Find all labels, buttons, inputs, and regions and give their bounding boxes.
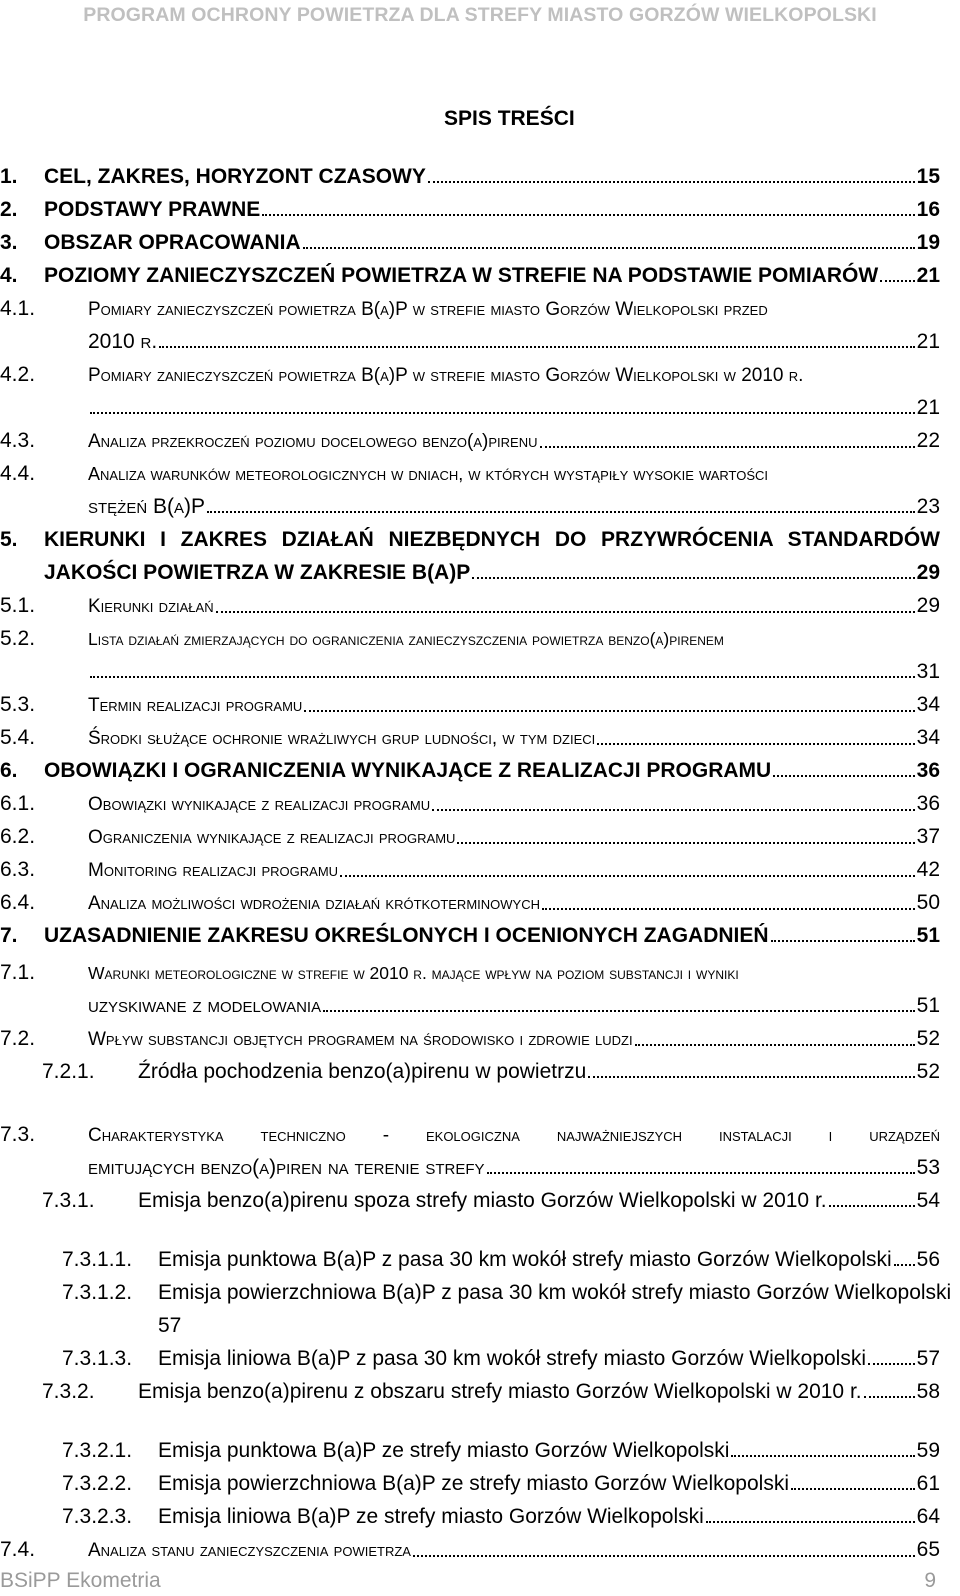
dot-leader <box>472 577 914 579</box>
toc-title: SPIS TREŚCI <box>444 107 575 130</box>
toc-entry-title: Emisja benzo(a)pirenu spoza strefy miasto Gorzów Wielkopolski w 2010 r. <box>138 1189 827 1212</box>
toc-entry-page: 59 <box>916 1439 940 1462</box>
toc-entry-5-2-cont[interactable] <box>88 659 940 685</box>
toc-entry-title: Analiza możliwości wdrożenia działań krótkoterminowych <box>88 893 540 914</box>
toc-entry-number: 7.3.2.3. <box>62 1505 133 1528</box>
toc-entry-page: 29 <box>916 594 940 617</box>
dot-leader <box>413 1555 915 1557</box>
toc-entry-title: Lista działań zmierzających do ograniczenia zanieczyszczenia powietrza benzo(a)pirenem <box>88 629 724 649</box>
toc-entry-number: 7.3.1.1. <box>62 1248 133 1271</box>
toc-entry-page: 56 <box>916 1248 940 1271</box>
toc-entry-title: Pomiary zanieczyszczeń powietrza B(a)P w strefie miasto Gorzów Wielkopolski w 2010 r. <box>88 365 804 386</box>
toc-entry-number: 7.3.2.2. <box>62 1472 133 1495</box>
footer-page-number: 9 <box>924 1569 936 1592</box>
toc-entry-number: 7.3.1. <box>42 1189 95 1212</box>
toc-entry-title: Analiza przekroczeń poziomu docelowego benzo(a)pirenu <box>88 431 538 452</box>
toc-entry-number: 4.4. <box>0 462 36 485</box>
toc-entry-5-4[interactable] <box>0 725 940 752</box>
toc-entry-7-1[interactable] <box>0 960 940 986</box>
toc-entry-number: 6.2. <box>0 825 36 848</box>
toc-entry-number: 5. <box>0 528 18 551</box>
dot-leader <box>771 940 915 942</box>
toc-entry-4-4[interactable] <box>0 461 940 487</box>
toc-entry-page: 21 <box>916 396 940 419</box>
dot-leader <box>207 511 915 513</box>
dot-leader <box>323 1010 915 1012</box>
toc-entry-page: 19 <box>916 231 940 254</box>
toc-entry-5-cont[interactable] <box>44 560 940 586</box>
dot-leader <box>894 1264 915 1266</box>
toc-entry-title: Emisja powierzchniowa B(a)P ze strefy miasto Gorzów Wielkopolski <box>158 1472 789 1495</box>
toc-entry-7-3-1-2-cont[interactable] <box>158 1313 940 1339</box>
dot-leader <box>159 346 914 348</box>
dot-leader <box>90 412 915 414</box>
toc-entry-7-2[interactable] <box>0 1026 940 1053</box>
dot-leader <box>773 775 914 777</box>
toc-entry-title-cont: emitujących benzo(a)piren na terenie strefy <box>88 1156 485 1179</box>
toc-entry-page: 31 <box>916 660 940 683</box>
toc-entry-number: 6.4. <box>0 891 36 914</box>
toc-entry-title: Charakterystyka techniczno - ekologiczna najważniejszych instalacji i urządzeń <box>88 1125 940 1146</box>
toc-entry-page: 53 <box>916 1156 940 1179</box>
toc-entry-6[interactable] <box>0 758 940 784</box>
footer-company: BSiPP Ekometria <box>0 1569 161 1592</box>
toc-entry-title: Obowiązki wynikające z realizacji programu <box>88 794 431 815</box>
toc-entry-7-3-2[interactable] <box>42 1379 940 1405</box>
dot-leader <box>706 1521 915 1523</box>
toc-entry-title: PODSTAWY PRAWNE <box>44 198 261 221</box>
toc-entry-3[interactable] <box>0 230 940 256</box>
toc-entry-6-1[interactable] <box>0 791 940 818</box>
toc-entry-number: 5.4. <box>0 726 36 749</box>
dot-leader <box>540 446 915 448</box>
toc-entry-5[interactable] <box>0 527 940 553</box>
dot-leader <box>542 908 915 910</box>
toc-entry-number: 6.1. <box>0 792 36 815</box>
dot-leader <box>457 842 914 844</box>
toc-entry-number: 1. <box>0 165 18 188</box>
dot-leader <box>90 676 915 678</box>
dot-leader <box>731 1455 914 1457</box>
dot-leader <box>262 214 914 216</box>
toc-entry-number: 5.2. <box>0 627 36 650</box>
toc-entry-title: Emisja punktowa B(a)P z pasa 30 km wokół strefy miasto Gorzów Wielkopolski <box>158 1248 892 1271</box>
toc-entry-title: Warunki meteorologiczne w strefie w 2010 r. mające wpływ na poziom substancji i wyniki <box>88 963 739 983</box>
toc-entry-number: 3. <box>0 231 18 254</box>
toc-entry-title: Emisja liniowa B(a)P ze strefy miasto Gorzów Wielkopolski <box>158 1505 704 1528</box>
toc-entry-title: Emisja benzo(a)pirenu z obszaru strefy miasto Gorzów Wielkopolski w 2010 r. <box>138 1380 862 1403</box>
toc-entry-6-2[interactable] <box>0 824 940 851</box>
dot-leader <box>428 181 915 183</box>
toc-entry-page: 36 <box>916 792 940 815</box>
toc-entry-5-2[interactable] <box>0 626 940 652</box>
toc-entry-5-3[interactable] <box>0 692 940 719</box>
toc-entry-title: OBOWIĄZKI I OGRANICZENIA WYNIKAJĄCE Z REALIZACJI PROGRAMU <box>44 759 772 782</box>
toc-entry-4-3[interactable] <box>0 428 940 455</box>
toc-entry-title: Analiza warunków meteorologicznych w dniach, w których wystąpiły wysokie wartości <box>88 464 769 484</box>
toc-entry-title: Środki służące ochronie wrażliwych grup ludności, w tym dzieci <box>88 728 596 749</box>
toc-entry-page: 36 <box>916 759 940 782</box>
toc-entry-7-3[interactable] <box>0 1122 940 1149</box>
toc-entry-page: 34 <box>916 693 940 716</box>
toc-entry-page: 21 <box>916 264 940 287</box>
toc-entry-page: 16 <box>916 198 940 221</box>
toc-entry-page: 34 <box>916 726 940 749</box>
toc-entry-7-3-2-3[interactable] <box>62 1504 940 1530</box>
toc-entry-number: 7.2.1. <box>42 1060 95 1083</box>
toc-entry-number: 7.3.1.2. <box>62 1281 133 1304</box>
toc-entry-4-1-cont[interactable] <box>88 329 940 355</box>
dot-leader <box>588 1076 914 1078</box>
toc-entry-page: 57 <box>916 1347 940 1370</box>
toc-entry-number: 7.3. <box>0 1123 36 1146</box>
toc-entry-title: Emisja punktowa B(a)P ze strefy miasto Gorzów Wielkopolski <box>158 1439 730 1462</box>
toc-entry-page: 57 <box>158 1314 182 1337</box>
toc-entry-7-3-1-1[interactable] <box>62 1247 940 1273</box>
toc-entry-6-3[interactable] <box>0 857 940 884</box>
dot-leader <box>303 247 915 249</box>
toc-entry-4-1[interactable] <box>0 296 940 323</box>
toc-entry-page: 65 <box>916 1538 940 1561</box>
toc-entry-title: Wpływ substancji objętych programem na środowisko i zdrowie ludzi <box>88 1029 633 1050</box>
toc-entry-4-2[interactable] <box>0 362 940 389</box>
toc-entry-page: 15 <box>916 165 940 188</box>
toc-entry-number: 7.2. <box>0 1027 36 1050</box>
toc-entry-page: 29 <box>916 561 940 584</box>
toc-entry-number: 7.3.2. <box>42 1380 95 1403</box>
toc-entry-title: Monitoring realizacji programu <box>88 860 339 881</box>
toc-entry-title: Źródła pochodzenia benzo(a)pirenu w powietrzu <box>138 1060 587 1083</box>
dot-leader <box>829 1205 915 1207</box>
toc-entry-2[interactable] <box>0 197 940 223</box>
toc-entry-page: 51 <box>916 994 940 1017</box>
toc-entry-1[interactable] <box>0 164 940 190</box>
toc-entry-number: 6.3. <box>0 858 36 881</box>
toc-entry-7-3-1[interactable] <box>42 1188 940 1214</box>
toc-entry-7[interactable] <box>0 923 940 949</box>
toc-entry-4[interactable] <box>0 263 940 289</box>
toc-entry-page: 37 <box>916 825 940 848</box>
dot-leader <box>216 611 915 613</box>
toc-entry-number: 4.3. <box>0 429 36 452</box>
toc-entry-4-2-cont[interactable] <box>88 395 940 421</box>
toc-entry-number: 7.3.2.1. <box>62 1439 133 1462</box>
toc-entry-title: OBSZAR OPRACOWANIA <box>44 231 301 254</box>
toc-entry-7-4[interactable] <box>0 1537 940 1564</box>
toc-entry-page: 64 <box>916 1505 940 1528</box>
toc-entry-page: 52 <box>916 1027 940 1050</box>
toc-entry-7-1-cont[interactable] <box>88 993 940 1019</box>
toc-entry-page: 54 <box>916 1189 940 1212</box>
toc-entry-title: Pomiary zanieczyszczeń powietrza B(a)P w strefie miasto Gorzów Wielkopolski przed <box>88 299 768 320</box>
toc-entry-title: Ograniczenia wynikające z realizacji programu <box>88 827 456 848</box>
toc-entry-7-3-2-2[interactable] <box>62 1471 940 1497</box>
dot-leader <box>635 1044 915 1046</box>
dot-leader <box>487 1172 915 1174</box>
toc-entry-title: Emisja liniowa B(a)P z pasa 30 km wokół strefy miasto Gorzów Wielkopolski <box>158 1347 867 1370</box>
toc-entry-7-3-1-3[interactable] <box>62 1346 940 1372</box>
toc-entry-number: 7.1. <box>0 961 36 984</box>
toc-entry-5-1[interactable] <box>0 593 940 620</box>
toc-entry-number: 7.3.1.3. <box>62 1347 133 1370</box>
toc-entry-number: 4. <box>0 264 18 287</box>
toc-entry-number: 4.1. <box>0 297 36 320</box>
toc-entry-page: 22 <box>916 429 940 452</box>
dot-leader <box>868 1363 915 1365</box>
dot-leader <box>791 1488 915 1490</box>
dot-leader <box>597 743 914 745</box>
toc-entry-7-2-1[interactable] <box>42 1059 940 1085</box>
toc-entry-title: KIERUNKI I ZAKRES DZIAŁAŃ NIEZBĘDNYCH DO PRZYWRÓCENIA STANDARDÓW <box>44 528 940 551</box>
toc-entry-number: 5.1. <box>0 594 36 617</box>
toc-entry-7-3-cont[interactable] <box>88 1155 940 1181</box>
toc-entry-title-cont: stężeń B(a)P <box>88 495 206 518</box>
toc-entry-page: 42 <box>916 858 940 881</box>
toc-entry-title-cont: JAKOŚCI POWIETRZA W ZAKRESIE B(A)P <box>44 561 471 584</box>
toc-entry-7-3-1-2[interactable] <box>62 1280 952 1306</box>
dot-leader <box>864 1396 915 1398</box>
toc-entry-7-3-2-1[interactable] <box>62 1438 940 1464</box>
toc-entry-number: 7. <box>0 924 18 947</box>
toc-entry-number: 4.2. <box>0 363 36 386</box>
toc-entry-title: Termin realizacji programu <box>88 695 303 716</box>
toc-entry-page: 52 <box>916 1060 940 1083</box>
toc-entry-title: CEL, ZAKRES, HORYZONT CZASOWY <box>44 165 426 188</box>
toc-entry-page: 50 <box>916 891 940 914</box>
toc-entry-title-cont: 2010 r. <box>88 330 158 353</box>
toc-entry-page: 23 <box>916 495 940 518</box>
toc-entry-page: 58 <box>916 1380 940 1403</box>
toc-entry-number: 7.4. <box>0 1538 36 1561</box>
dot-leader <box>304 710 914 712</box>
toc-entry-6-4[interactable] <box>0 890 940 917</box>
dot-leader <box>432 809 914 811</box>
toc-entry-number: 5.3. <box>0 693 36 716</box>
toc-entry-title: Analiza stanu zanieczyszczenia powietrza <box>88 1540 411 1561</box>
toc-entry-title: UZASADNIENIE ZAKRESU OKREŚLONYCH I OCENIONYCH ZAGADNIEŃ <box>44 924 769 947</box>
toc-entry-title: Emisja powierzchniowa B(a)P z pasa 30 km wokół strefy miasto Gorzów Wielkopolski <box>158 1281 952 1304</box>
toc-entry-title: POZIOMY ZANIECZYSZCZEŃ POWIETRZA W STREFIE NA PODSTAWIE POMIARÓW <box>44 264 879 287</box>
dot-leader <box>340 875 915 877</box>
toc-entry-number: 2. <box>0 198 18 221</box>
toc-entry-page: 51 <box>916 924 940 947</box>
toc-entry-title: Kierunki działań <box>88 596 214 617</box>
dot-leader <box>880 280 914 282</box>
toc-entry-title-cont: uzyskiwane z modelowania <box>88 994 322 1017</box>
toc-entry-number: 6. <box>0 759 18 782</box>
toc-entry-4-4-cont[interactable] <box>88 494 940 520</box>
toc-entry-page: 61 <box>916 1472 940 1495</box>
running-header: PROGRAM OCHRONY POWIETRZA DLA STREFY MIASTO GORZÓW WIELKOPOLSKI <box>83 4 877 26</box>
toc-entry-page: 21 <box>916 330 940 353</box>
